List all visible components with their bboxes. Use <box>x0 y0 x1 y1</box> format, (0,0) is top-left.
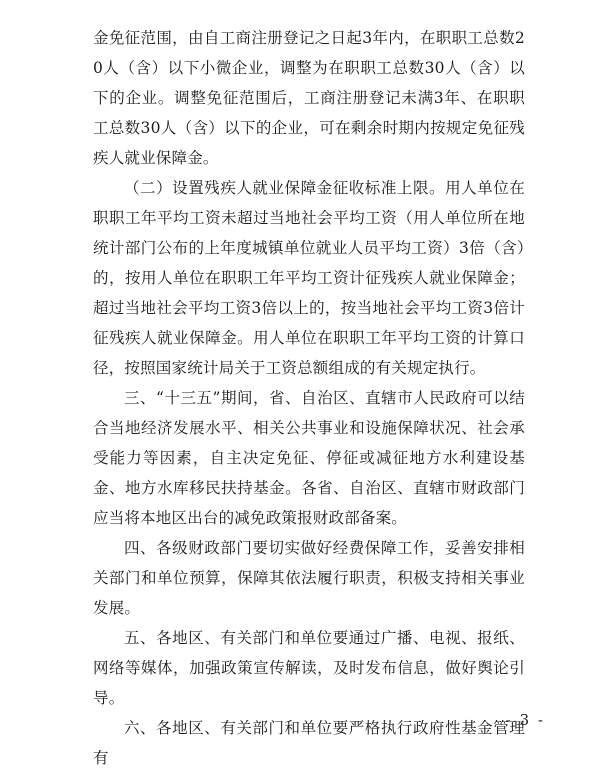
paragraph-section-6: 六、各地区、有关部门和单位要严格执行政府性基金管理有 <box>93 719 525 767</box>
page-number: - 3 - <box>505 711 545 729</box>
paragraph-section-3: 三、“十三五”期间，省、自治区、直辖市人民政府可以结合当地经济发展水平、相关公共事业和设施保障状况、社会承受能力等因素，自主决定免征、停征或减征地方水利建设基金、地方水库移民扶持基金。各省、自治区、直辖市财政部门应当将本地区出台的减免政策报财政部备案。 <box>93 389 525 527</box>
paragraph-section-4: 四、各级财政部门要切实做好经费保障工作，妥善安排相关部门和单位预算，保障其依法履行职责，积极支持相关事业发展。 <box>93 539 525 617</box>
paragraph-item-2: （二）设置残疾人就业保障金征收标准上限。用人单位在职职工年平均工资未超过当地社会平均工资（用人单位所在地统计部门公布的上年度城镇单位就业人员平均工资）3倍（含）的，按用人单位在职职工年平均工资计征残疾人就业保障金；超过当地社会平均工资3倍以上的，按当地社会平均工资3倍计征残疾人就业保障金。用人单位在职职工年平均工资的计算口径，按照国家统计局关于工资总额组成的有关规定执行。 <box>93 179 525 377</box>
body-text <box>93 23 525 773</box>
paragraph-section-5: 五、各地区、有关部门和单位要通过广播、电视、报纸、网络等媒体，加强政策宣传解读，及时发布信息，做好舆论引导。 <box>93 629 525 707</box>
paragraph-continuation: 金免征范围，由自工商注册登记之日起3年内，在职职工总数20人（含）以下小微企业，调整为在职职工总数30人（含）以下的企业。调整免征范围后，工商注册登记未满3年、在职职工总数30人（含）以下的企业，可在剩余时期内按规定免征残疾人就业保障金。 <box>93 29 525 167</box>
